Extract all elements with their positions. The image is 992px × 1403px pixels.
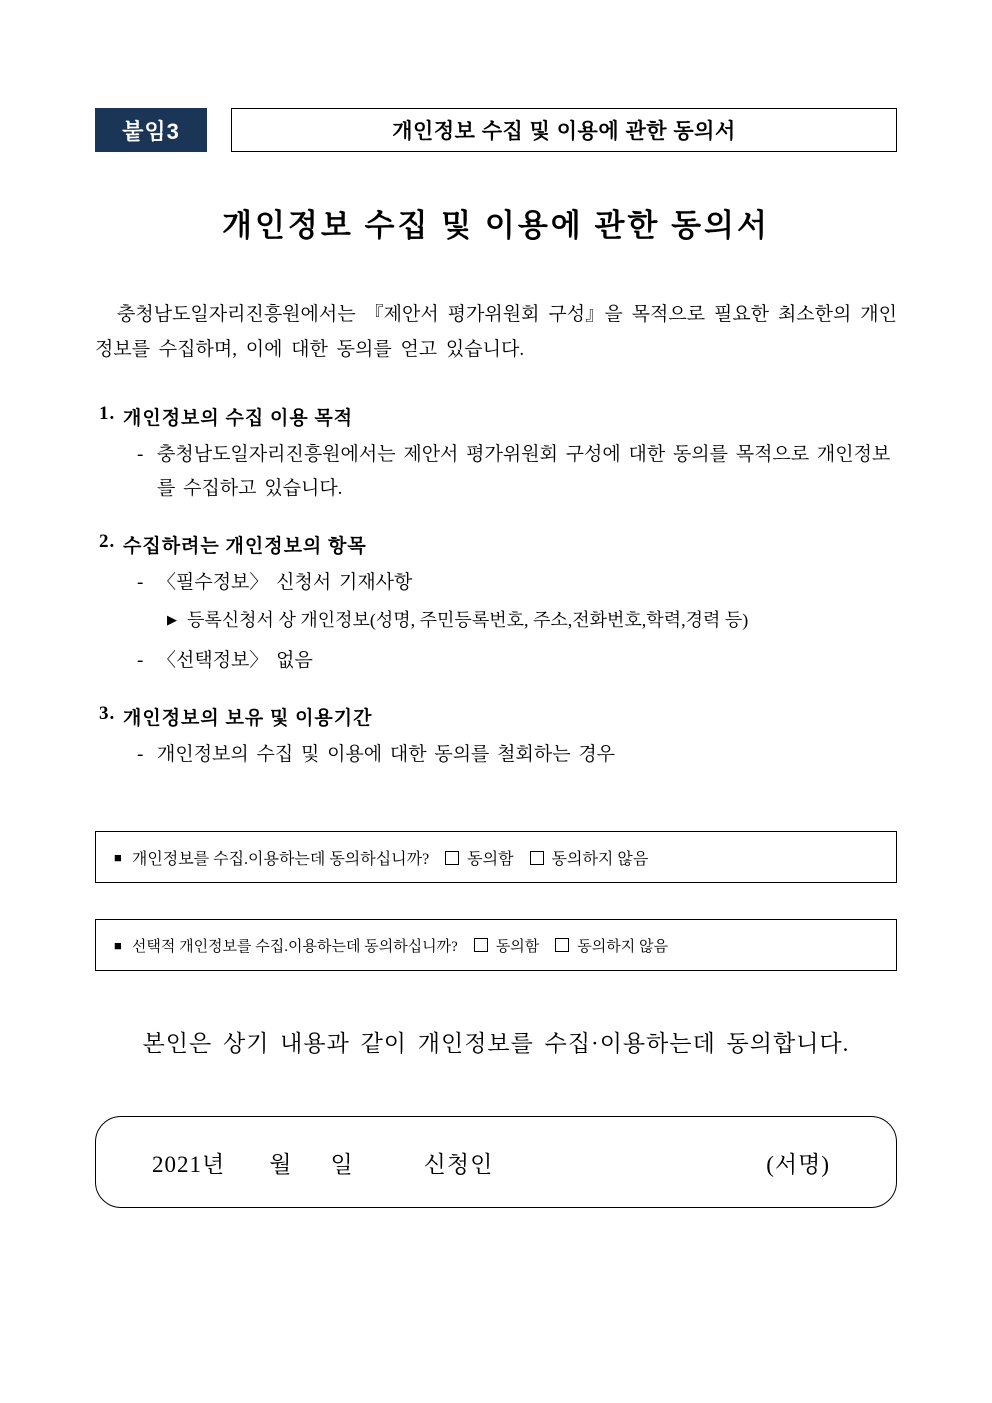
section-2-heading-text: 수집하려는 개인정보의 항목 <box>123 535 367 557</box>
section-2-sub-text: 등록신청서 상 개인정보(성명, 주민등록번호, 주소,전화번호,학력,경력 등) <box>187 610 749 631</box>
section-2-number: 2. <box>99 530 116 552</box>
page-title: 개인정보 수집 및 이용에 관한 동의서 <box>222 208 770 243</box>
consent-option-agree-label: 동의함 <box>467 850 514 868</box>
signature-month: 월 <box>269 1151 293 1177</box>
intro-paragraph <box>95 297 897 367</box>
checkbox-icon[interactable] <box>445 851 459 865</box>
square-bullet-icon: ■ <box>114 937 122 953</box>
section-3-body-text: 개인정보의 수집 및 이용에 대한 동의를 철회하는 경우 <box>157 743 616 765</box>
consent-option-agree-label: 동의함 <box>495 938 540 955</box>
checkbox-icon[interactable] <box>530 851 544 865</box>
signature-label: (서명) <box>766 1151 830 1177</box>
section-3-heading-text: 개인정보의 보유 및 이용기간 <box>123 707 373 729</box>
section-2-sub-item <box>95 605 897 636</box>
consent-option-disagree-optional[interactable] <box>555 935 668 956</box>
consent-option-agree-optional[interactable] <box>474 935 539 956</box>
intro-text: 충청남도일자리진흥원에서는 『제안서 평가위원회 구성』을 목적으로 필요한 최소한의 개인정보를 수집하며, 이에 대한 동의를 얻고 있습니다. <box>95 304 897 361</box>
section-1-heading-text: 개인정보의 수집 이용 목적 <box>123 408 354 430</box>
section-1-body-text: 충청남도일자리진흥원에서는 제안서 평가위원회 구성에 대한 동의를 목적으로 개인정보를 수집하고 있습니다. <box>157 444 891 499</box>
section-2-heading <box>95 531 897 558</box>
section-3-body <box>95 738 897 771</box>
header-title-box: 개인정보 수집 및 이용에 관한 동의서 <box>231 108 897 152</box>
consent-box-optional <box>95 919 897 971</box>
consent-option-disagree-label: 동의하지 않음 <box>577 938 668 955</box>
square-bullet-icon: ■ <box>114 849 122 865</box>
section-2 <box>95 531 897 677</box>
section-3-number: 3. <box>99 702 116 724</box>
agreement-sentence: 본인은 상기 내용과 같이 개인정보를 수집·이용하는데 동의합니다. <box>142 1031 850 1057</box>
consent-question-required: 개인정보를 수집.이용하는데 동의하십니까? <box>131 850 430 868</box>
checkbox-icon[interactable] <box>555 938 569 952</box>
signature-box <box>95 1116 897 1208</box>
section-3-heading <box>95 703 897 730</box>
section-1-number: 1. <box>99 403 116 425</box>
triangle-bullet-icon: ▶ <box>167 612 177 628</box>
consent-option-agree-required[interactable] <box>445 846 513 869</box>
header-row <box>95 108 897 152</box>
consent-box-required <box>95 831 897 883</box>
section-3 <box>95 703 897 771</box>
consent-option-disagree-required[interactable] <box>530 846 649 869</box>
section-2-body-2-text: 〈선택정보〉 없음 <box>157 649 313 671</box>
section-2-body-2 <box>95 644 897 677</box>
section-2-body <box>95 566 897 599</box>
section-1-dash: - <box>137 444 144 466</box>
consent-option-disagree-label: 동의하지 않음 <box>551 850 649 868</box>
checkbox-icon[interactable] <box>474 938 488 952</box>
section-1-body <box>95 438 897 505</box>
applicant-label: 신청인 <box>423 1151 494 1177</box>
section-1 <box>95 403 897 505</box>
section-3-dash: - <box>137 743 144 765</box>
section-2-dash: - <box>137 571 144 593</box>
section-2-body-text: 〈필수정보〉 신청서 기재사항 <box>157 571 413 593</box>
attachment-badge: 붙임3 <box>95 108 207 152</box>
signature-day: 일 <box>330 1151 354 1177</box>
consent-question-optional: 선택적 개인정보를 수집.이용하는데 동의하십니까? <box>131 938 458 955</box>
sections-list <box>95 403 897 771</box>
section-2-dash-2: - <box>137 649 144 671</box>
section-1-heading <box>95 403 897 430</box>
signature-year: 2021년 <box>152 1151 226 1177</box>
